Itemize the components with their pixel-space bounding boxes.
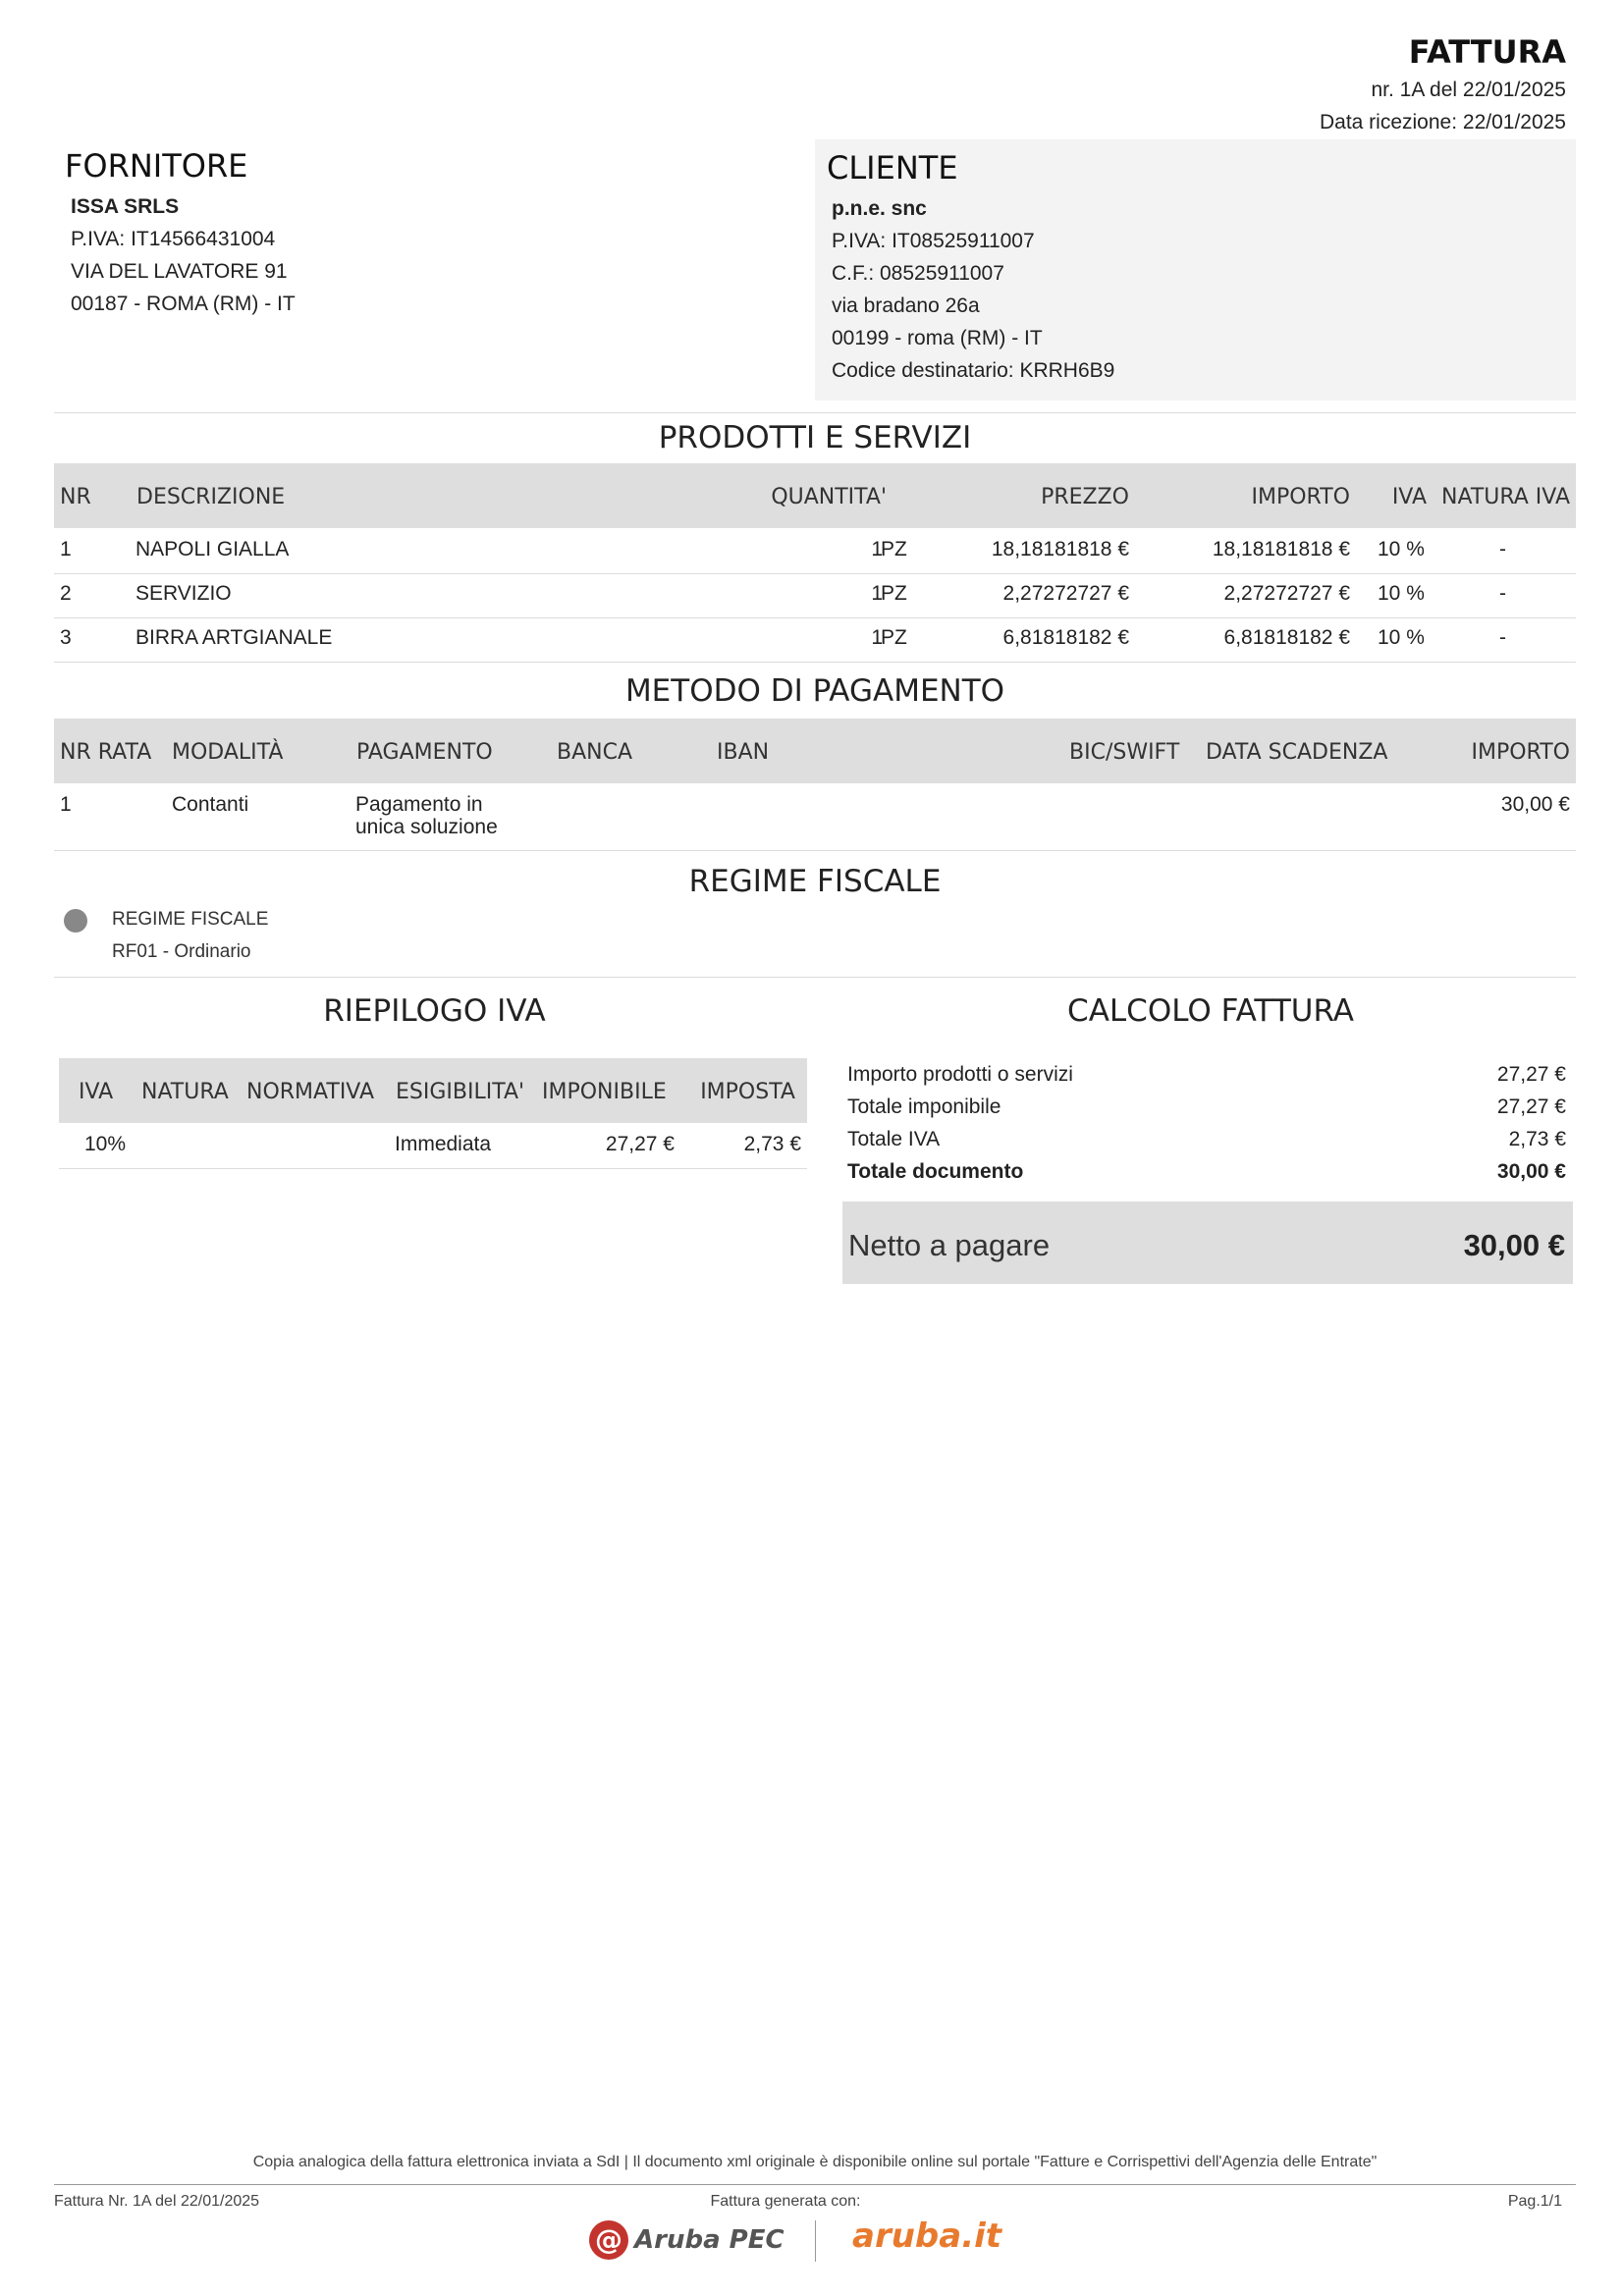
client-cf: C.F.: 08525911007 (832, 262, 1004, 285)
row-nature: - (1499, 582, 1506, 605)
supplier-address: VIA DEL LAVATORE 91 (71, 260, 288, 283)
client-city: 00199 - roma (RM) - IT (832, 327, 1043, 349)
invoice-number: nr. 1A del 22/01/2025 (1371, 79, 1566, 101)
pay-amount: 30,00 € (1500, 793, 1570, 816)
calc-label: Totale IVA (847, 1128, 941, 1150)
col-bank: BANCA (557, 740, 633, 765)
row-price: 6,81818182 € (1002, 626, 1129, 649)
col-iva: IVA (1391, 485, 1427, 509)
col-mode: MODALITÀ (172, 740, 284, 765)
footer-note: Copia analogica della fattura elettronica inviata a SdI | Il documento xml originale è disponibile online sul portale "Fatture e Corrispettivi dell'Agenzia delle Entrate" (252, 2154, 1378, 2170)
col-due: DATA SCADENZA (1206, 740, 1388, 765)
client-name: p.n.e. snc (832, 197, 927, 220)
col-nr: NR (60, 485, 91, 509)
products-header (54, 463, 1576, 528)
product-row (54, 530, 1576, 573)
calc-title: CALCOLO FATTURA (1067, 993, 1354, 1029)
vat-row-esig: Immediata (395, 1133, 492, 1155)
row-desc: SERVIZIO (135, 582, 232, 605)
row-qty: 1 (871, 538, 883, 561)
footer-right: Pag.1/1 (1507, 2193, 1562, 2210)
row-nature: - (1499, 626, 1506, 649)
pay-method-line1: Pagamento in (355, 793, 483, 816)
net-to-pay-value: 30,00 € (1463, 1228, 1565, 1262)
row-desc: NAPOLI GIALLA (135, 538, 290, 561)
col-vat-esig: ESIGIBILITA' (396, 1080, 525, 1104)
col-vat-tax: IMPOSTA (700, 1080, 795, 1104)
calc-value: 2,73 € (1508, 1128, 1566, 1150)
col-amount: IMPORTO (1251, 485, 1350, 509)
calc-value: 30,00 € (1496, 1160, 1566, 1183)
invoice-title: FATTURA (1408, 33, 1566, 71)
footer-center: Fattura generata con: (710, 2193, 861, 2210)
row-amount: 2,27272727 € (1223, 582, 1350, 605)
row-qty: 1 (871, 582, 883, 605)
row-unit: PZ (881, 626, 907, 649)
divider (54, 977, 1576, 978)
vat-row-tax: 2,73 € (743, 1133, 801, 1155)
col-vat-nature: NATURA (141, 1080, 229, 1104)
divider (54, 412, 1576, 413)
row-unit: PZ (881, 582, 907, 605)
at-icon: @ (589, 2220, 628, 2260)
vat-row (59, 1125, 807, 1168)
calc-line (847, 1095, 1566, 1128)
vat-summary-title: RIEPILOGO IVA (323, 993, 546, 1029)
row-iva: 10 % (1378, 538, 1425, 561)
col-vat-norm: NORMATIVA (246, 1080, 375, 1104)
calc-line (847, 1160, 1566, 1193)
supplier-city: 00187 - ROMA (RM) - IT (71, 293, 296, 315)
calc-line (847, 1063, 1566, 1095)
row-nr: 2 (60, 582, 72, 605)
net-to-pay-box (842, 1201, 1573, 1284)
client-heading: CLIENTE (827, 149, 958, 187)
divider (54, 850, 1576, 851)
footer-divider (54, 2184, 1576, 2185)
client-address: via bradano 26a (832, 294, 980, 317)
client-block (815, 139, 1576, 400)
calc-value: 27,27 € (1496, 1095, 1566, 1118)
col-iban: IBAN (717, 740, 770, 765)
col-pay-amount: IMPORTO (1471, 740, 1570, 765)
pay-method-line2: unica soluzione (355, 816, 498, 838)
regime-label: REGIME FISCALE (112, 909, 269, 930)
row-nr: 3 (60, 626, 72, 649)
footer-left: Fattura Nr. 1A del 22/01/2025 (54, 2193, 260, 2210)
row-amount: 6,81818182 € (1223, 626, 1350, 649)
product-row (54, 618, 1576, 662)
divider (59, 1168, 807, 1169)
regime-value: RF01 - Ordinario (112, 941, 251, 962)
net-to-pay-label: Netto a pagare (848, 1228, 1051, 1262)
received-date: Data ricezione: 22/01/2025 (1319, 111, 1566, 133)
calc-label: Importo prodotti o servizi (847, 1063, 1073, 1086)
vat-row-taxable: 27,27 € (605, 1133, 675, 1155)
payment-title: METODO DI PAGAMENTO (624, 673, 1005, 709)
col-nr-rata: NR RATA (60, 740, 152, 765)
row-iva: 10 % (1378, 626, 1425, 649)
col-qty: QUANTITA' (771, 485, 887, 509)
calc-label: Totale documento (847, 1160, 1024, 1183)
pay-mode: Contanti (172, 793, 249, 816)
calc-lines (847, 1063, 1566, 1193)
col-desc: DESCRIZIONE (136, 485, 286, 509)
col-vat-taxable: IMPONIBILE (542, 1080, 667, 1104)
aruba-it-logo: aruba.it (852, 2216, 1002, 2256)
row-divider (54, 662, 1576, 663)
calc-line (847, 1128, 1566, 1160)
row-price: 18,18181818 € (991, 538, 1129, 561)
col-pay: PAGAMENTO (356, 740, 493, 765)
regime-title: REGIME FISCALE (688, 864, 942, 899)
supplier-name: ISSA SRLS (71, 195, 180, 218)
row-price: 2,27272727 € (1002, 582, 1129, 605)
payment-row (54, 785, 1576, 850)
row-unit: PZ (881, 538, 907, 561)
vat-header (59, 1058, 807, 1123)
calc-label: Totale imponibile (847, 1095, 1001, 1118)
product-row (54, 574, 1576, 617)
payment-header (54, 719, 1576, 783)
vat-row-iva: 10% (84, 1133, 127, 1155)
row-nature: - (1499, 538, 1506, 561)
supplier-heading: FORNITORE (65, 147, 248, 185)
col-vat-iva: IVA (79, 1080, 114, 1104)
logo-separator (815, 2220, 816, 2262)
col-bic: BIC/SWIFT (1069, 740, 1180, 765)
row-desc: BIRRA ARTGIANALE (135, 626, 333, 649)
calc-value: 27,27 € (1496, 1063, 1566, 1086)
supplier-piva: P.IVA: IT14566431004 (71, 228, 276, 250)
row-qty: 1 (871, 626, 883, 649)
row-amount: 18,18181818 € (1212, 538, 1350, 561)
pay-nr: 1 (60, 793, 72, 816)
client-piva: P.IVA: IT08525911007 (832, 230, 1035, 252)
row-nr: 1 (60, 538, 72, 561)
products-title: PRODOTTI E SERVIZI (658, 420, 972, 455)
col-nature: NATURA IVA (1441, 485, 1570, 509)
client-dest-code: Codice destinatario: KRRH6B9 (832, 359, 1115, 382)
supplier-block (65, 147, 791, 320)
bullet-dot (64, 909, 87, 933)
aruba-pec-text: Aruba PEC (634, 2225, 784, 2255)
col-price: PREZZO (1041, 485, 1129, 509)
aruba-pec-logo (589, 2220, 784, 2260)
row-iva: 10 % (1378, 582, 1425, 605)
